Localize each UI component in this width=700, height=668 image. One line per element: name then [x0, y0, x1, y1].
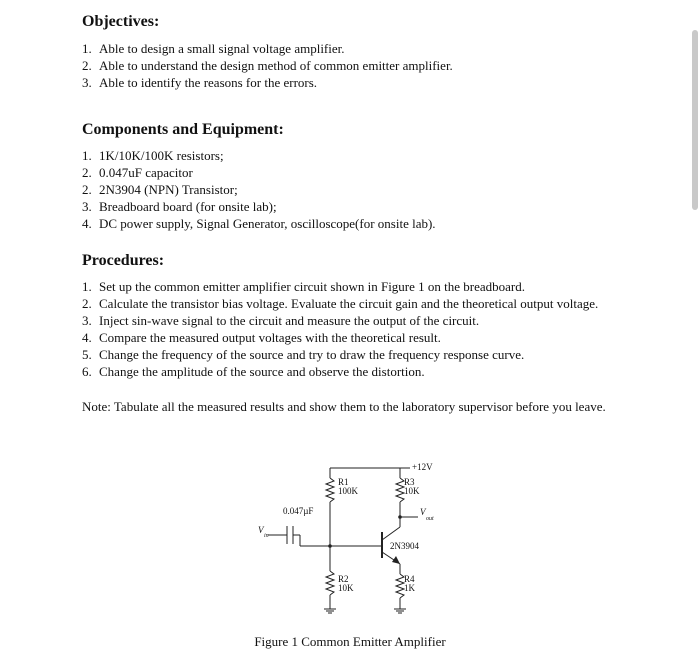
list-item: 6. Change the amplitude of the source and observe the distortion. [82, 364, 425, 379]
r3-label: R3 [404, 477, 415, 487]
r1-value: 100K [338, 486, 358, 496]
list-item: 1. 1K/10K/100K resistors; [82, 148, 224, 163]
junction-dot [328, 544, 332, 548]
capacitor-label: 0.047µF [283, 506, 314, 516]
r3-value: 10K [404, 486, 420, 496]
components-heading: Components and Equipment: [82, 121, 284, 138]
list-item: 2. 0.047uF capacitor [82, 165, 193, 180]
procedures-heading: Procedures: [82, 252, 165, 269]
r1-label: R1 [338, 477, 349, 487]
list-item: 3. Breadboard board (for onsite lab); [82, 199, 277, 214]
r3-resistor [396, 478, 404, 502]
r4-resistor [396, 574, 404, 598]
r4-value: 1K [404, 583, 415, 593]
scrollbar-thumb[interactable] [692, 30, 698, 210]
supply-label: +12V [412, 462, 433, 472]
ground-left [324, 609, 336, 613]
vout-label: V [420, 507, 426, 517]
r2-value: 10K [338, 583, 354, 593]
list-item: 3. Inject sin-wave signal to the circuit and measure the output of the circuit. [82, 313, 480, 328]
list-item: 1. Able to design a small signal voltage amplifier. [82, 41, 345, 56]
vin-label: V [258, 525, 264, 535]
objectives-heading: Objectives: [82, 13, 160, 30]
r2-label: R2 [338, 574, 349, 584]
vin-subscript: in [264, 533, 269, 539]
list-item: 2. 2N3904 (NPN) Transistor; [82, 182, 238, 197]
figure-caption: Figure 1 Common Emitter Amplifier [254, 634, 446, 649]
r2-resistor [326, 571, 334, 595]
transistor-label: 2N3904 [390, 541, 419, 551]
r4-label: R4 [404, 574, 415, 584]
list-item: 2. Able to understand the design method of common emitter amplifier. [82, 58, 453, 73]
list-item: 1. Set up the common emitter amplifier circuit shown in Figure 1 on the breadboard. [82, 279, 526, 294]
list-item: 2. Calculate the transistor bias voltage. Evaluate the circuit gain and the theoretical output voltage. [82, 296, 599, 311]
list-item: 4. DC power supply, Signal Generator, oscilloscope(for onsite lab). [82, 216, 436, 231]
transistor-collector [382, 527, 400, 540]
list-item: 4. Compare the measured output voltages with the theoretical result. [82, 330, 441, 345]
list-item: 3. Able to identify the reasons for the errors. [82, 75, 318, 90]
list-item: 5. Change the frequency of the source and try to draw the frequency response curve. [82, 347, 525, 362]
r1-resistor [326, 478, 334, 502]
ground-right [394, 609, 406, 613]
vout-subscript: out [426, 516, 434, 522]
junction-dot [398, 515, 402, 519]
note-paragraph: Note: Tabulate all the measured results and show them to the laboratory supervisor before you leave. [82, 399, 606, 414]
